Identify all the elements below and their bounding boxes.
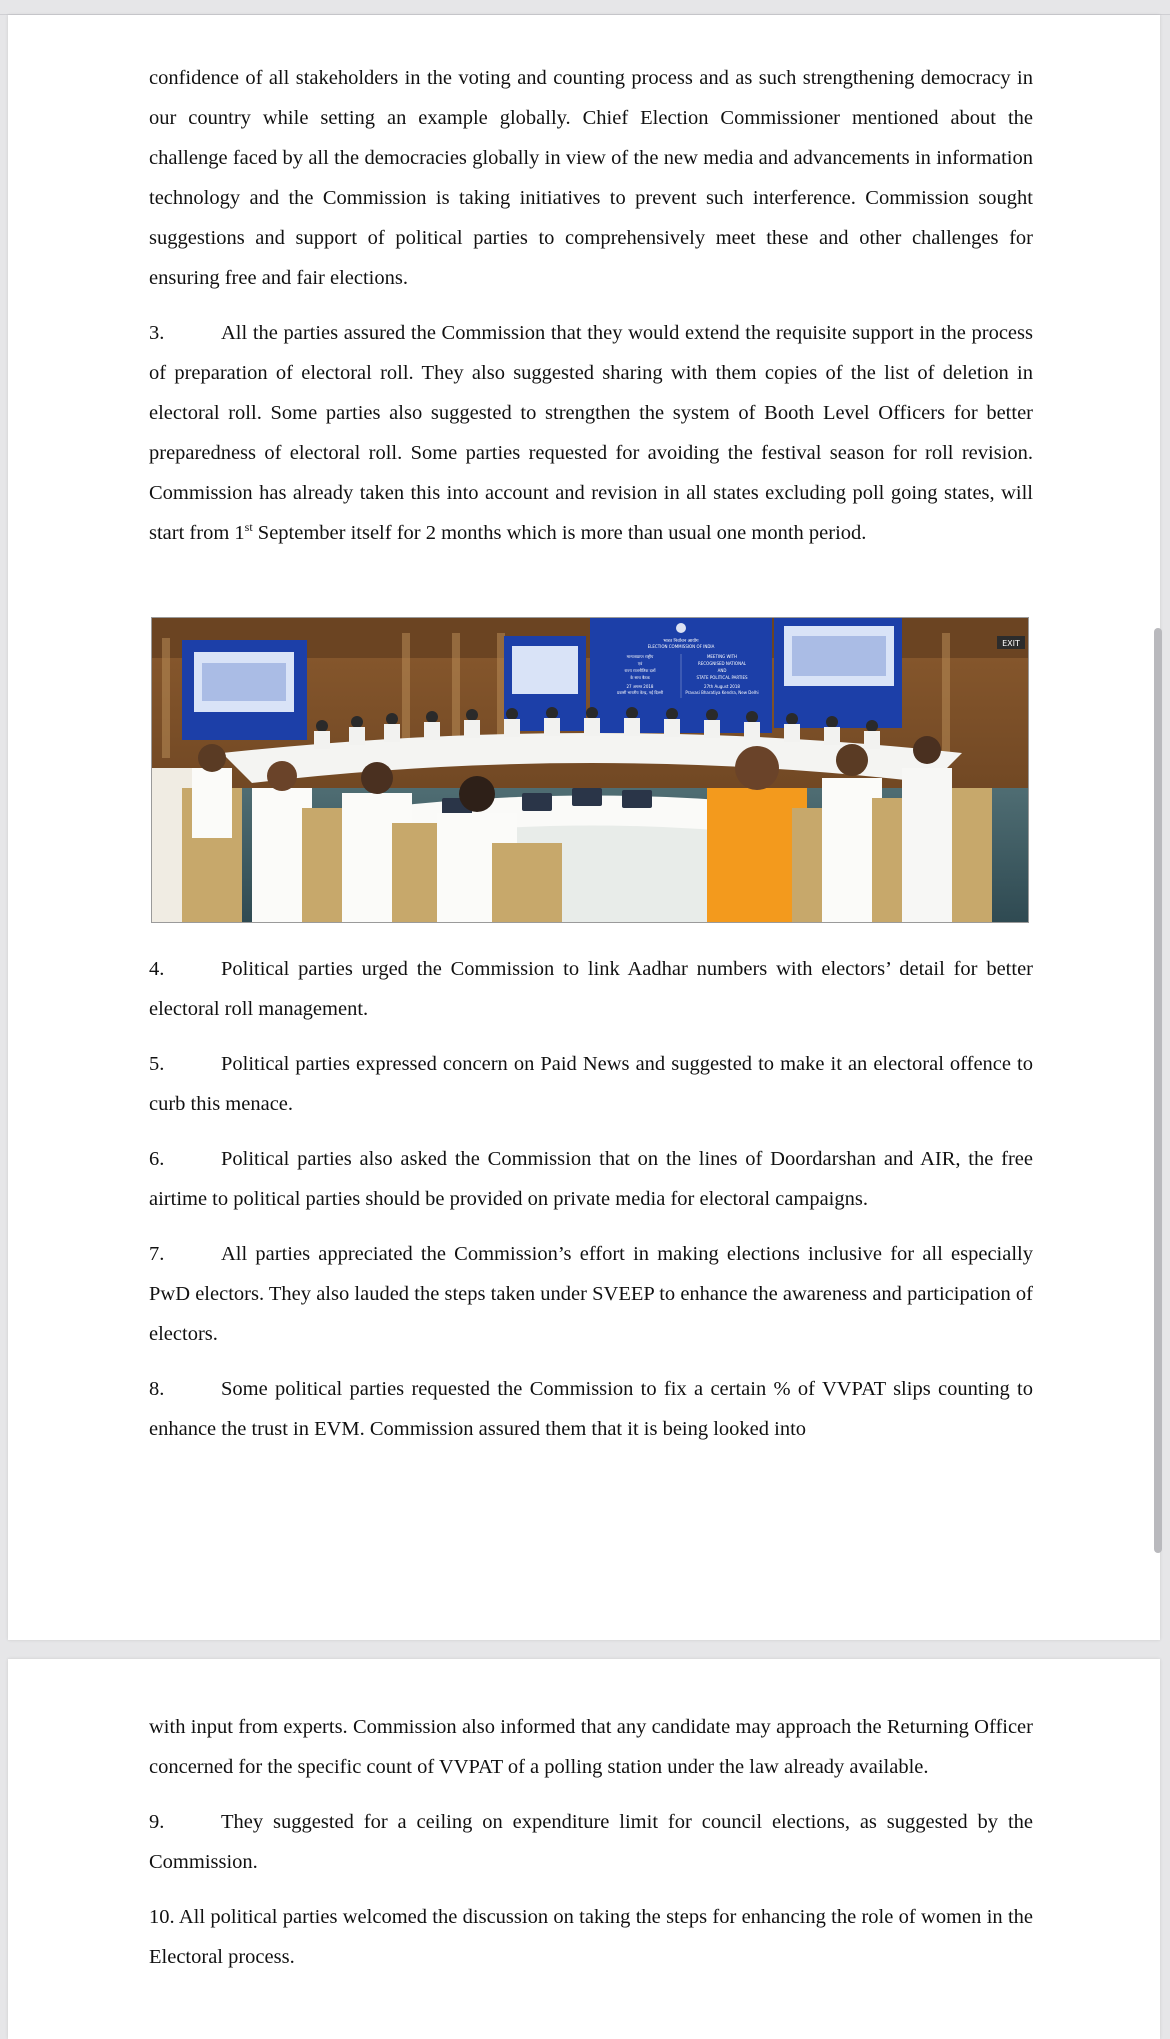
paragraph-8-continuation xyxy=(149,1707,1033,1787)
banner-left-line: मान्यताप्राप्त राष्ट्रीय xyxy=(626,654,654,659)
paragraph-number: 6. xyxy=(149,1148,165,1170)
paragraph-text: All the parties assured the Commission that they would extend the requisite support in the process of preparation of electoral roll. They also suggested sharing with them copies of the list of deletion in electoral roll. Some parties also suggested to strengthen the system of Booth Level Officers for better preparedness of electoral roll. Some parties requested for avoiding the festival season for roll revision. Commission has already taken this into account and revision in all states excluding poll going states, will start from 1 xyxy=(149,322,1033,544)
paragraph-3 xyxy=(149,313,1033,553)
paragraph-text: Some political parties requested the Commission to fix a certain % of VVPAT slips counting to enhance the trust in EVM. Commission assured them that it is being looked into xyxy=(149,1378,1033,1440)
paragraph-8 xyxy=(149,1369,1033,1449)
paragraph-text: Political parties also asked the Commission that on the lines of Doordarshan and AIR, the free airtime to political parties should be provided on private media for electoral campaigns. xyxy=(149,1148,1033,1210)
paragraph-number: 5. xyxy=(149,1053,165,1075)
banner-left-line: राज्य राजनीतिक दलों xyxy=(624,668,656,673)
banner-right-line: AND xyxy=(717,668,727,673)
page-1-text-block-top xyxy=(149,58,1033,553)
paragraph-7 xyxy=(149,1234,1033,1354)
paragraph-5 xyxy=(149,1044,1033,1124)
paragraph-number: 4. xyxy=(149,958,165,980)
banner-left-line: के साथ बैठक xyxy=(630,675,650,680)
document-page-1 xyxy=(8,15,1160,1640)
banner-right-line: RECOGNISED NATIONAL xyxy=(697,661,747,666)
paragraph-text: with input from experts. Commission also informed that any candidate may approach the Returning Officer concerned for the specific count of VVPAT of a polling station under the law already available. xyxy=(149,1716,1033,1778)
banner-date-english: 27th August 2018 xyxy=(704,684,740,689)
paragraph-text: They suggested for a ceiling on expenditure limit for council elections, as suggested by the Commission. xyxy=(149,1811,1033,1873)
paragraph-number: 9. xyxy=(149,1811,165,1833)
paragraph-10 xyxy=(149,1897,1033,1977)
document-page-2 xyxy=(8,1659,1160,2039)
paragraph-text: All parties appreciated the Commission’s effort in making elections inclusive for all especially PwD electors. They also lauded the steps taken under SVEEP to enhance the awareness and participation of electors. xyxy=(149,1243,1033,1345)
banner-right-line: STATE POLITICAL PARTIES xyxy=(696,675,748,680)
paragraph-text: All political parties welcomed the discussion on taking the steps for enhancing the role of women in the Electoral process. xyxy=(149,1906,1033,1968)
ordinal-superscript: st xyxy=(244,520,253,535)
paragraph-text: Political parties urged the Commission to link Aadhar numbers with electors’ detail for better electoral roll management. xyxy=(149,958,1033,1020)
paragraph-6 xyxy=(149,1139,1033,1219)
banner-right-line: MEETING WITH xyxy=(706,654,738,659)
exit-sign: EXIT xyxy=(1002,639,1020,648)
paragraph-number: 10. xyxy=(149,1906,175,1928)
paragraph-number: 8. xyxy=(149,1378,165,1400)
viewer-top-edge xyxy=(0,0,1170,15)
vertical-scrollbar[interactable] xyxy=(1154,628,1162,1553)
meeting-photo-illustration xyxy=(152,618,1028,922)
banner-title-hindi: भारत निर्वाचन आयोग xyxy=(663,639,699,644)
meeting-photo xyxy=(151,617,1029,923)
banner-place-hindi: प्रवासी भारतीय केन्द्र, नई दिल्ली xyxy=(616,690,664,695)
paragraph-number: 7. xyxy=(149,1243,165,1265)
paragraph-9 xyxy=(149,1802,1033,1882)
banner-place-english: Pravasi Bharatiya Kendra, New Delhi xyxy=(685,690,759,695)
banner-date-hindi: 27 अगस्त 2018 xyxy=(626,684,654,689)
page-1-text-block-bottom xyxy=(149,949,1033,1449)
banner-title-english: ELECTION COMMISSION OF INDIA xyxy=(647,644,715,649)
paragraph-2-continuation xyxy=(149,58,1033,298)
paragraph-number: 3. xyxy=(149,322,165,344)
paragraph-4 xyxy=(149,949,1033,1029)
paragraph-text: confidence of all stakeholders in the voting and counting process and as such strengthening democracy in our country while setting an example globally. Chief Election Commissioner mentioned about the challenge faced by all the democracies globally in view of the new media and advancements in information technology and the Commission is taking initiatives to prevent such interference. Commission sought suggestions and support of political parties to comprehensively meet these and other challenges for ensuring free and fair elections. xyxy=(149,67,1033,289)
banner-left-line: एवं xyxy=(637,661,643,666)
page-2-text-block xyxy=(149,1707,1033,1977)
paragraph-text-end: September itself for 2 months which is more than usual one month period. xyxy=(252,522,867,544)
paragraph-text: Political parties expressed concern on Paid News and suggested to make it an electoral offence to curb this menace. xyxy=(149,1053,1033,1115)
